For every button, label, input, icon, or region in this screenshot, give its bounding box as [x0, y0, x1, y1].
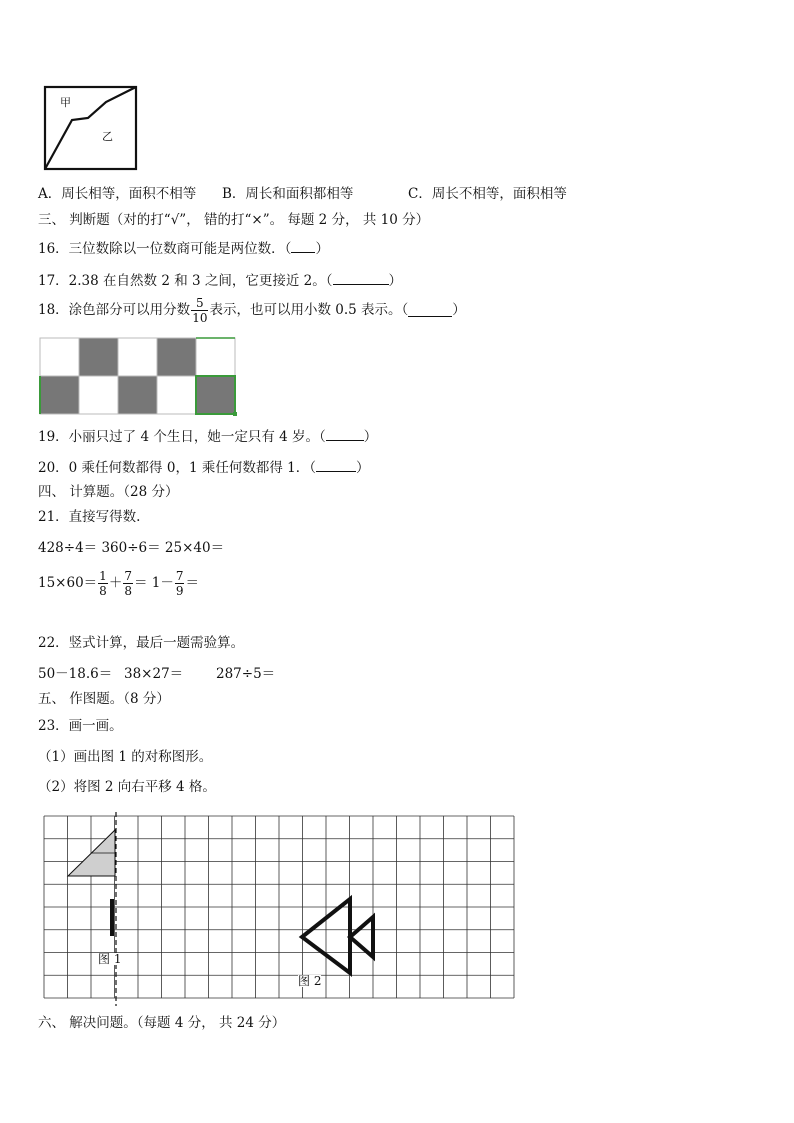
q20-text: 20．0 乘任何数都得 0，1 乘任何数都得 1．（: [38, 460, 316, 476]
q21-title: 21．直接写得数.: [38, 509, 141, 525]
q23-title: 23．画一画。: [38, 718, 123, 734]
figure-1-label: 图 1: [98, 952, 122, 966]
q21-frac-3: [175, 570, 185, 597]
shade-cell: [196, 338, 235, 376]
q23-sub1: （1）画出图 1 的对称图形。: [38, 749, 213, 765]
q16-close: ）: [315, 241, 329, 257]
q18-frac-den: 10: [192, 311, 208, 325]
q18-fraction: [191, 297, 208, 324]
q17-close: ）: [388, 273, 403, 289]
q21-frac-1: [98, 570, 108, 597]
section-3-title: 三、 判断题（对的打“√”， 错的打“×”。 每题 2 分， 共 10 分）: [38, 212, 430, 228]
question-18: [38, 297, 466, 324]
q21-f3-den: 9: [175, 584, 184, 598]
shade-cell: [196, 376, 235, 414]
question-20: [38, 459, 369, 476]
q19-answer-blank[interactable]: [326, 428, 364, 441]
q22-problem-2: 38×27＝: [124, 666, 184, 682]
q20-answer-blank[interactable]: [316, 459, 356, 472]
shade-cell: [79, 338, 118, 376]
q18-frac-num: 5: [196, 296, 204, 310]
question-19: [38, 428, 377, 445]
q18-text-after: 表示，也可以用小数 0.5 表示。（: [209, 301, 409, 318]
option-a: A．周长相等，面积不相等: [38, 186, 197, 202]
section-5-title: 五、 作图题。（8 分）: [38, 691, 170, 707]
question-17: [38, 272, 402, 289]
q17-answer-blank[interactable]: [333, 272, 389, 285]
q21-f1-den: 8: [99, 584, 107, 598]
q23-sub2: （2）将图 2 向右平移 4 格。: [38, 779, 216, 795]
shade-cell: [40, 338, 79, 376]
shade-cell: [40, 376, 79, 414]
q17-text: 17．2.38 在自然数 2 和 3 之间，它更接近 2。（: [38, 273, 333, 289]
q18-text-before: 18．涂色部分可以用分数: [38, 301, 191, 318]
q18-close: ）: [452, 301, 466, 318]
q21-line2-a: 15×60＝: [38, 574, 98, 591]
section-6-title: 六、 解决问题。（每题 4 分， 共 24 分）: [38, 1015, 286, 1031]
q21-f2-den: 8: [124, 584, 132, 598]
label-jia: 甲: [60, 96, 71, 109]
shade-cell: [118, 338, 157, 376]
shade-cell: [157, 376, 196, 414]
q21-line2: [38, 570, 199, 597]
q21-f1-num: 1: [99, 569, 107, 583]
q22-title: 22．竖式计算，最后一题需验算。: [38, 635, 245, 651]
q16-answer-blank[interactable]: [291, 240, 315, 253]
section-4-title: 四、 计算题。（28 分）: [38, 484, 179, 500]
q23-drawing-grid[interactable]: [40, 812, 520, 1006]
q21-line1: 428÷4＝ 360÷6＝ 25×40＝: [38, 540, 225, 556]
q21-f2-num: 7: [124, 569, 132, 583]
q16-text: 16．三位数除以一位数商可能是两位数．（: [38, 241, 292, 257]
shade-cell: [118, 376, 157, 414]
jia-yi-square-figure: [42, 84, 142, 174]
q21-frac-2: [123, 570, 133, 597]
q19-close: ）: [363, 429, 378, 445]
fill-handle: [233, 412, 237, 416]
label-yi: 乙: [102, 130, 113, 143]
q20-close: ）: [355, 460, 370, 476]
q21-plus: ＋: [108, 574, 123, 591]
q21-f3-num: 7: [175, 569, 184, 583]
q18-shaded-grid: [37, 336, 243, 416]
q21-eq1: ＝ 1－: [133, 574, 174, 591]
question-16: [38, 240, 329, 257]
q18-answer-blank[interactable]: [408, 304, 452, 317]
figure-1-triangle: [68, 830, 115, 876]
q22-problem-3: 287÷5＝: [216, 666, 276, 682]
option-c: C．周长不相等，面积相等: [408, 186, 567, 202]
option-b: B．周长和面积都相等: [222, 186, 354, 202]
q21-eq2: ＝: [185, 574, 199, 591]
q19-text: 19．小丽只过了 4 个生日，她一定只有 4 岁。（: [38, 429, 326, 445]
shade-cell: [157, 338, 196, 376]
figure-2-shape: [302, 899, 373, 973]
shade-cell: [79, 376, 118, 414]
q22-problem-1: 50－18.6＝: [38, 666, 113, 682]
figure-2-label: 图 2: [298, 974, 322, 988]
